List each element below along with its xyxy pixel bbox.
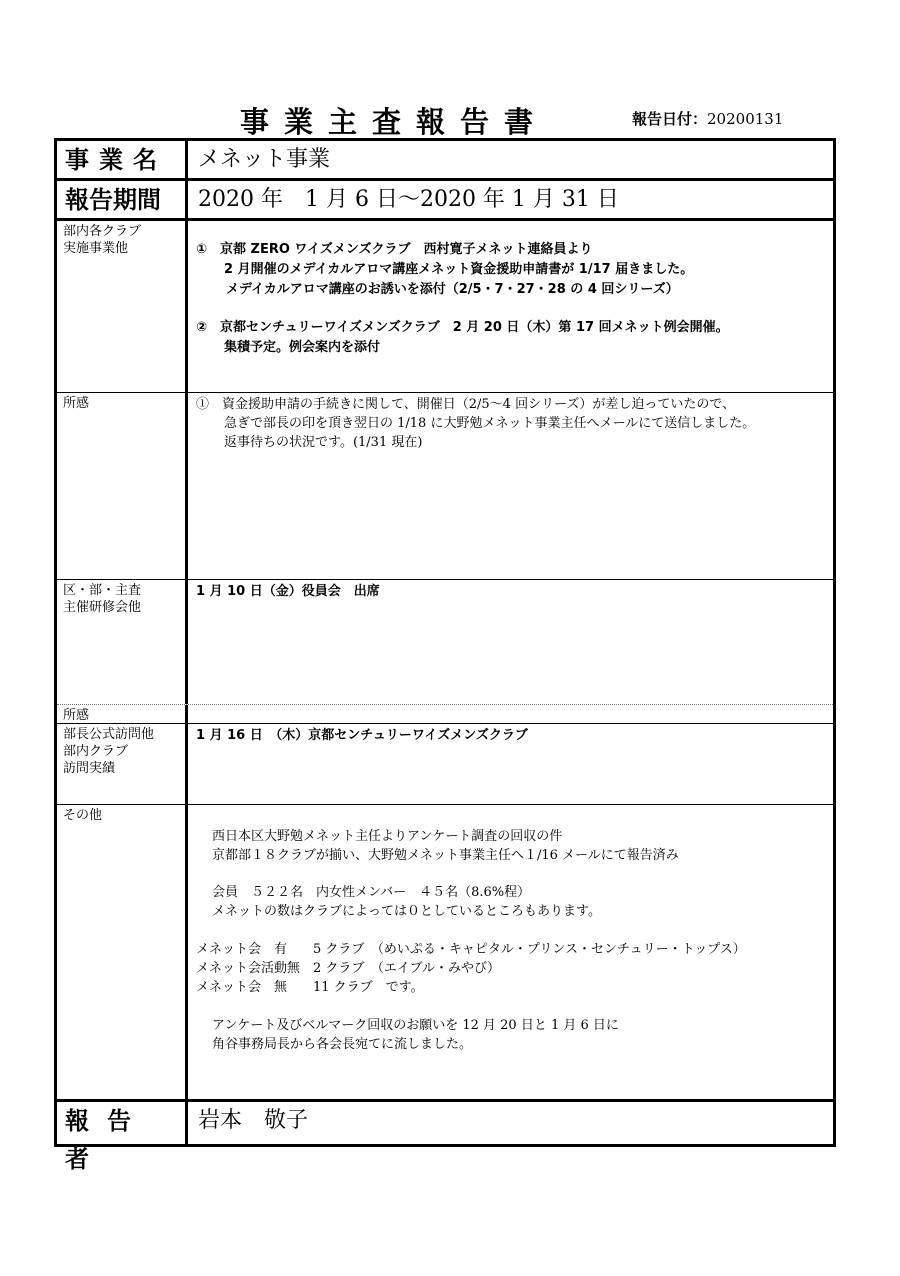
report-table xyxy=(54,138,836,1173)
label-kenshu: 区・部・主査 主催研修会他 xyxy=(57,580,188,704)
row-shokan2 xyxy=(57,705,833,724)
sonota-line7: メネット会 無 11 クラブ です。 xyxy=(196,980,424,995)
label-bunai: 部内各クラブ 実施事業他 xyxy=(57,221,188,392)
sonota-line4: メネットの数はクラブによっては０としているところもあります。 xyxy=(212,904,601,919)
label-shokan2: 所感 xyxy=(57,705,188,723)
label-jigyo: 事業名 xyxy=(57,141,188,178)
value-kikan: 2020 年 1 月 6 日〜2020 年 1 月 31 日 xyxy=(198,187,619,212)
shokan1-line1: ① 資金援助申請の手続きに関して、開催日（2/5〜4 回シリーズ）が差し迫っていたので、 xyxy=(196,397,736,412)
report-date xyxy=(632,108,783,129)
label-hokokusha: 報告者 xyxy=(57,1102,188,1144)
row-sonota xyxy=(57,805,833,1102)
sonota-line9: 角谷事務局長から各会長宛てに流しました。 xyxy=(212,1037,473,1052)
shokan1-line3: 返事待ちの状況です。(1/31 現在) xyxy=(224,435,423,450)
bunai-item2-line1: ② 京都センチュリーワイズメンズクラブ 2 月 20 日（木）第 17 回メネット例会開催。 xyxy=(196,320,729,335)
row-kikan xyxy=(57,181,833,221)
row-homon xyxy=(57,724,833,805)
value-jigyo: メネット事業 xyxy=(198,147,331,172)
content-kenshu xyxy=(188,580,833,704)
sonota-line5: メネット会 有 5 クラブ （めいぷる・キャピタル・プリンス・センチュリー・トップス） xyxy=(196,942,746,957)
label-sonota: その他 xyxy=(57,805,188,1099)
bunai-item1-line3: メデイカルアロマ講座のお誘いを添付（2/5・7・27・28 の 4 回シリーズ） xyxy=(226,282,679,297)
value-hokokusha: 岩本 敬子 xyxy=(198,1108,309,1133)
row-hokokusha xyxy=(57,1102,833,1173)
bunai-item1-line2: 2 月開催のメデイカルアロマ講座メネット資金援助申請書が 1/17 届きました。 xyxy=(224,262,694,277)
label-homon: 部長公式訪問他 部内クラブ 訪問実績 xyxy=(57,724,188,804)
row-jigyo xyxy=(57,141,833,181)
label-kikan: 報告期間 xyxy=(57,181,188,218)
row-bunai xyxy=(57,221,833,393)
shokan1-line2: 急ぎで部長の印を頂き翌日の 1/18 に大野勉メネット事業主任へメールにて送信しました。 xyxy=(224,416,756,431)
content-shokan1 xyxy=(188,393,833,579)
report-title: 事業主査報告書 xyxy=(240,105,549,139)
label-shokan1: 所感 xyxy=(57,393,188,579)
sonota-line2: 京都部１８クラブが揃い、大野勉メネット事業主任へ１/16 メールにて報告済み xyxy=(212,848,679,863)
row-kenshu xyxy=(57,580,833,704)
sonota-line6: メネット会活動無 2 クラブ （エイブル・みやび） xyxy=(196,961,500,976)
sonota-line8: アンケート及びベルマーク回収のお願いを 12 月 20 日と 1 月 6 日に xyxy=(212,1018,619,1033)
report-date-value: 20200131 xyxy=(707,110,784,128)
content-bunai xyxy=(188,221,833,392)
sonota-line1: 西日本区大野勉メネット主任よりアンケート調査の回収の件 xyxy=(212,829,563,844)
bunai-item2-line2: 集積予定。例会案内を添付 xyxy=(224,340,381,355)
report-date-label: 報告日付： xyxy=(632,110,708,128)
kenshu-line1: 1 月 10 日（金）役員会 出席 xyxy=(196,584,380,599)
content-sonota xyxy=(188,805,833,1099)
content-homon xyxy=(188,724,833,804)
homon-line1: 1 月 16 日 （木）京都センチュリーワイズメンズクラブ xyxy=(196,728,528,743)
bunai-item1-line1: ① 京都 ZERO ワイズメンズクラブ 西村寛子メネット連絡員より xyxy=(196,242,593,257)
content-shokan2 xyxy=(188,705,833,723)
sonota-line3: 会員 ５２２名 内女性メンバー ４５名（8.6%程） xyxy=(212,885,531,900)
row-shokan1 xyxy=(57,393,833,580)
